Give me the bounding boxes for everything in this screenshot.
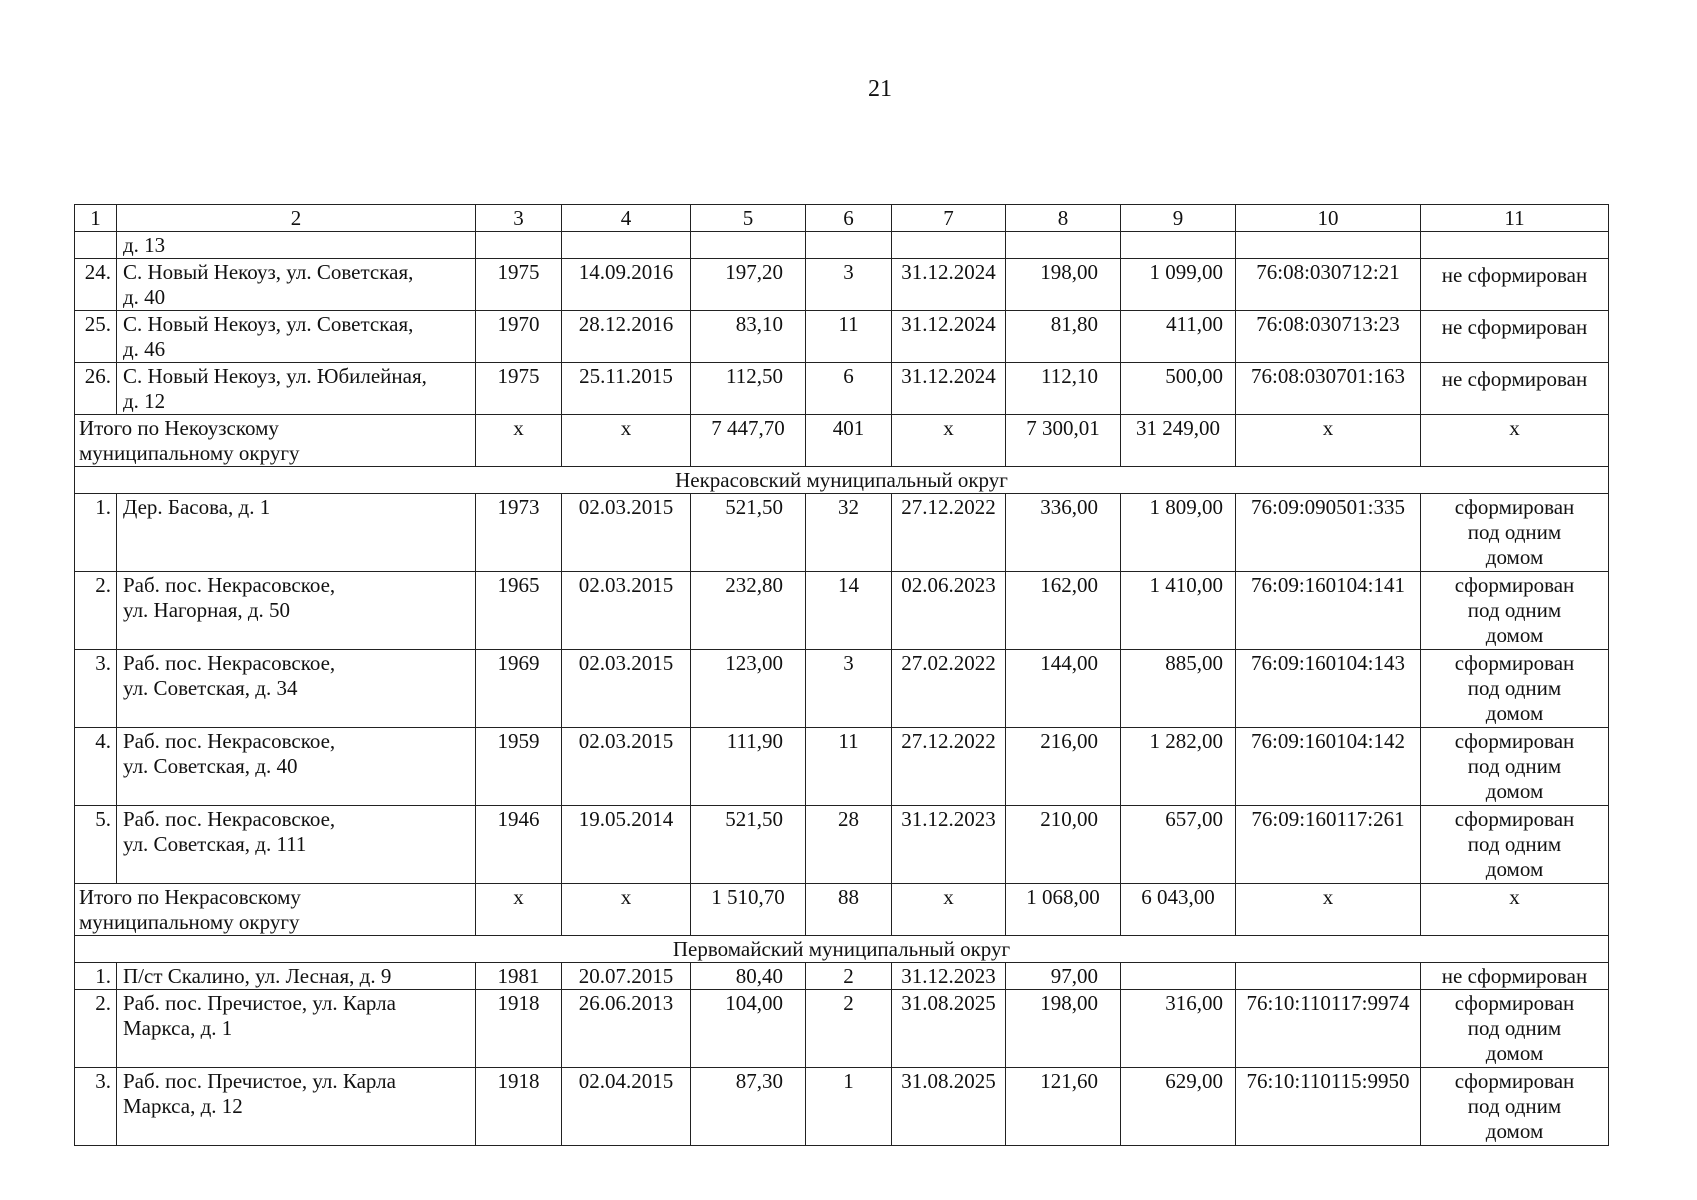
cell-cadastral: 76:10:110117:9974	[1236, 990, 1421, 1068]
cell-deadline: 27.02.2022	[892, 650, 1006, 728]
cell-status-line: под одним	[1467, 1094, 1562, 1118]
cell-area: 80,40	[691, 963, 806, 990]
cell-date: 02.03.2015	[562, 728, 691, 806]
cell-address-line: Дер. Басова, д. 1	[123, 495, 271, 519]
cell-num: 1.	[75, 963, 117, 990]
cell-people: 32	[806, 494, 892, 572]
cell-area: 104,00	[691, 990, 806, 1068]
table-row	[75, 311, 1609, 363]
total-label-line: Итого по Некрасовскому	[79, 885, 301, 909]
table-row	[75, 806, 1609, 884]
cell-address	[117, 1068, 476, 1146]
table-row	[75, 963, 1609, 990]
cell-status-line: сформирован	[1454, 495, 1575, 519]
cell-date: 28.12.2016	[562, 311, 691, 363]
header-cell: 5	[691, 205, 806, 232]
header-cell: 4	[562, 205, 691, 232]
cell-deadline: х	[892, 415, 1006, 467]
cell-num: 2.	[75, 990, 117, 1068]
cell-year: 1918	[476, 1068, 562, 1146]
cell-year: 1975	[476, 259, 562, 311]
cell-status	[1421, 650, 1609, 728]
cell-address-line: д. 12	[123, 389, 166, 413]
cell-cadastral: 76:08:030701:163	[1236, 363, 1421, 415]
header-cell: 9	[1121, 205, 1236, 232]
cell-num: 1.	[75, 494, 117, 572]
cell-status	[1421, 990, 1609, 1068]
cell-cadastral: 76:08:030712:21	[1236, 259, 1421, 311]
cell-status-line: сформирован	[1454, 807, 1575, 831]
cell-num: 3.	[75, 650, 117, 728]
cell-address-line: ул. Советская, д. 40	[123, 754, 298, 778]
cell-date: 02.03.2015	[562, 650, 691, 728]
cell-num: 2.	[75, 572, 117, 650]
cell-address: д. 13	[117, 232, 476, 259]
cell-date: 02.04.2015	[562, 1068, 691, 1146]
cell-area2: 112,10	[1006, 363, 1121, 415]
cell-date: 14.09.2016	[562, 259, 691, 311]
cell-area: 111,90	[691, 728, 806, 806]
cell-address	[117, 311, 476, 363]
cell-status-line: сформирован	[1454, 1069, 1575, 1093]
header-cell: 8	[1006, 205, 1121, 232]
table-row	[75, 572, 1609, 650]
cell-land: 1 282,00	[1121, 728, 1236, 806]
section-title: Некрасовский муниципальный округ	[75, 467, 1609, 494]
continuation-row	[75, 232, 1609, 259]
cell-area: 232,80	[691, 572, 806, 650]
total-label-line: муниципальному округу	[79, 910, 300, 934]
cell-status-line: домом	[1485, 1041, 1544, 1065]
cell-deadline: 31.12.2024	[892, 363, 1006, 415]
cell-people: 88	[806, 884, 892, 936]
header-cell: 1	[75, 205, 117, 232]
cell-people: 11	[806, 728, 892, 806]
cell-area2: 162,00	[1006, 572, 1121, 650]
cell-year: 1918	[476, 990, 562, 1068]
cell-date: 02.03.2015	[562, 494, 691, 572]
table-row	[75, 650, 1609, 728]
cell-area2: 198,00	[1006, 259, 1121, 311]
cell-status-line: домом	[1485, 623, 1544, 647]
cell-area: 1 510,70	[691, 884, 806, 936]
cell-land: 31 249,00	[1121, 415, 1236, 467]
cell-land	[1121, 963, 1236, 990]
cell-area2: 198,00	[1006, 990, 1121, 1068]
cell-address	[117, 728, 476, 806]
cell-address	[117, 990, 476, 1068]
cell-cadastral: 76:09:090501:335	[1236, 494, 1421, 572]
cell-status-line: под одним	[1467, 520, 1562, 544]
cell-people: 2	[806, 963, 892, 990]
cell-status-line: домом	[1485, 779, 1544, 803]
cell-status: не сформирован	[1421, 259, 1609, 311]
section-title: Первомайский муниципальный округ	[75, 936, 1609, 963]
cell-year: 1981	[476, 963, 562, 990]
cell-area2: 1 068,00	[1006, 884, 1121, 936]
cell-cadastral	[1236, 963, 1421, 990]
cell-status-line: домом	[1485, 701, 1544, 725]
cell-land: 411,00	[1121, 311, 1236, 363]
cell-address-line: ул. Нагорная, д. 50	[123, 598, 291, 622]
cell-address-line: Маркса, д. 1	[123, 1016, 233, 1040]
cell-address	[117, 259, 476, 311]
header-cell: 10	[1236, 205, 1421, 232]
cell-address-line: д. 40	[123, 285, 166, 309]
cell-address-line: Раб. пос. Некрасовское,	[123, 651, 336, 675]
cell-address-line: Маркса, д. 12	[123, 1094, 243, 1118]
cell-address-line: ул. Советская, д. 111	[123, 832, 307, 856]
cell-area2: 81,80	[1006, 311, 1121, 363]
section-row	[75, 936, 1609, 963]
cell-address-line: д. 46	[123, 337, 166, 361]
cell-land: 657,00	[1121, 806, 1236, 884]
cell-area: 87,30	[691, 1068, 806, 1146]
cell-status	[1421, 494, 1609, 572]
cell-area: 521,50	[691, 806, 806, 884]
cell-area2: 7 300,01	[1006, 415, 1121, 467]
cell-date: 02.03.2015	[562, 572, 691, 650]
cell-status	[1421, 806, 1609, 884]
cell-people: 401	[806, 415, 892, 467]
cell-cadastral: 76:09:160104:142	[1236, 728, 1421, 806]
cell-address-line: Раб. пос. Некрасовское,	[123, 729, 336, 753]
cell-status-line: под одним	[1467, 598, 1562, 622]
cell-people: 11	[806, 311, 892, 363]
cell-num: 5.	[75, 806, 117, 884]
cell-area2: 216,00	[1006, 728, 1121, 806]
cell-area2: 336,00	[1006, 494, 1121, 572]
cell-status: не сформирован	[1421, 963, 1609, 990]
cell-people: 3	[806, 650, 892, 728]
total-row	[75, 415, 1609, 467]
header-cell: 6	[806, 205, 892, 232]
cell-cadastral: х	[1236, 415, 1421, 467]
cell-address-line: Раб. пос. Пречистое, ул. Карла	[123, 1069, 396, 1093]
cell-land: 1 410,00	[1121, 572, 1236, 650]
cell-deadline: 31.12.2023	[892, 963, 1006, 990]
cell-year: х	[476, 415, 562, 467]
cell-status-line: под одним	[1467, 754, 1562, 778]
cell-status-line: сформирован	[1454, 651, 1575, 675]
cell-num: 24.	[75, 259, 117, 311]
cell-cadastral: 76:09:160104:143	[1236, 650, 1421, 728]
cell-land: 1 809,00	[1121, 494, 1236, 572]
table-row	[75, 1068, 1609, 1146]
cell-land: 1 099,00	[1121, 259, 1236, 311]
cell-cadastral: 76:09:160117:261	[1236, 806, 1421, 884]
cell-year: 1969	[476, 650, 562, 728]
table-row	[75, 494, 1609, 572]
section-row	[75, 467, 1609, 494]
cell-area: 7 447,70	[691, 415, 806, 467]
cell-date: 26.06.2013	[562, 990, 691, 1068]
cell-address	[117, 494, 476, 572]
page-number: 21	[868, 76, 892, 102]
cell-status-line: сформирован	[1454, 573, 1575, 597]
cell-status-line: сформирован	[1454, 991, 1575, 1015]
header-cell: 11	[1421, 205, 1609, 232]
cell-status: не сформирован	[1421, 363, 1609, 415]
cell-address: П/ст Скалино, ул. Лесная, д. 9	[117, 963, 476, 990]
table-row	[75, 728, 1609, 806]
cell-status-line: сформирован	[1454, 729, 1575, 753]
cell-address-line: С. Новый Некоуз, ул. Юбилейная,	[123, 364, 427, 388]
cell-num: 4.	[75, 728, 117, 806]
cell-status: х	[1421, 884, 1609, 936]
cell-year: 1970	[476, 311, 562, 363]
cell-people: 1	[806, 1068, 892, 1146]
cell-deadline: 31.08.2025	[892, 1068, 1006, 1146]
cell-address	[117, 572, 476, 650]
cell-deadline: 31.12.2023	[892, 806, 1006, 884]
cell-status-line: под одним	[1467, 676, 1562, 700]
cell-cadastral: х	[1236, 884, 1421, 936]
cell-date: х	[562, 415, 691, 467]
cell-address	[117, 363, 476, 415]
cell-address-line: Раб. пос. Некрасовское,	[123, 573, 336, 597]
cell-date: 19.05.2014	[562, 806, 691, 884]
cell-num: 3.	[75, 1068, 117, 1146]
cell-status-line: домом	[1485, 857, 1544, 881]
cell-num: 26.	[75, 363, 117, 415]
cell-deadline: 27.12.2022	[892, 494, 1006, 572]
cell-status: не сформирован	[1421, 311, 1609, 363]
cell-land: 6 043,00	[1121, 884, 1236, 936]
cell-status: х	[1421, 415, 1609, 467]
cell-address-line: Раб. пос. Пречистое, ул. Карла	[123, 991, 396, 1015]
header-row	[75, 205, 1609, 232]
cell-deadline: 27.12.2022	[892, 728, 1006, 806]
cell-status-line: домом	[1485, 545, 1544, 569]
header-cell: 2	[117, 205, 476, 232]
cell-land: 885,00	[1121, 650, 1236, 728]
cell-area2: 210,00	[1006, 806, 1121, 884]
cell-status	[1421, 572, 1609, 650]
cell-people: 6	[806, 363, 892, 415]
cell-people: 2	[806, 990, 892, 1068]
cell-deadline: 31.08.2025	[892, 990, 1006, 1068]
total-label	[75, 884, 476, 936]
cell-year: 1965	[476, 572, 562, 650]
housing-table	[74, 204, 1609, 1146]
cell-address-line: С. Новый Некоуз, ул. Советская,	[123, 312, 414, 336]
cell-status	[1421, 728, 1609, 806]
cell-land: 629,00	[1121, 1068, 1236, 1146]
table-row	[75, 259, 1609, 311]
cell-status-line: домом	[1485, 1119, 1544, 1143]
cell-status-line: под одним	[1467, 1016, 1562, 1040]
cell-num: 25.	[75, 311, 117, 363]
cell-deadline: 31.12.2024	[892, 259, 1006, 311]
total-label-line: Итого по Некоузскому	[79, 416, 279, 440]
cell-cadastral: 76:08:030713:23	[1236, 311, 1421, 363]
cell-area: 197,20	[691, 259, 806, 311]
header-cell: 3	[476, 205, 562, 232]
cell-people: 3	[806, 259, 892, 311]
cell-year: 1946	[476, 806, 562, 884]
total-row	[75, 884, 1609, 936]
cell-date: 20.07.2015	[562, 963, 691, 990]
cell-date: 25.11.2015	[562, 363, 691, 415]
cell-deadline: 02.06.2023	[892, 572, 1006, 650]
total-label	[75, 415, 476, 467]
total-label-line: муниципальному округу	[79, 441, 300, 465]
cell-area: 123,00	[691, 650, 806, 728]
cell-area2: 97,00	[1006, 963, 1121, 990]
cell-deadline: х	[892, 884, 1006, 936]
cell-people: 28	[806, 806, 892, 884]
cell-area: 83,10	[691, 311, 806, 363]
cell-deadline: 31.12.2024	[892, 311, 1006, 363]
cell-address-line: ул. Советская, д. 34	[123, 676, 298, 700]
cell-cadastral: 76:10:110115:9950	[1236, 1068, 1421, 1146]
cell-people: 14	[806, 572, 892, 650]
table-row	[75, 990, 1609, 1068]
header-cell: 7	[892, 205, 1006, 232]
cell-year: 1975	[476, 363, 562, 415]
cell-address-line: С. Новый Некоуз, ул. Советская,	[123, 260, 414, 284]
cell-year: 1959	[476, 728, 562, 806]
cell-land: 316,00	[1121, 990, 1236, 1068]
cell-address	[117, 650, 476, 728]
cell-date: х	[562, 884, 691, 936]
cell-status	[1421, 1068, 1609, 1146]
cell-year: х	[476, 884, 562, 936]
cell-address	[117, 806, 476, 884]
cell-cadastral: 76:09:160104:141	[1236, 572, 1421, 650]
cell-year: 1973	[476, 494, 562, 572]
cell-area: 112,50	[691, 363, 806, 415]
cell-land: 500,00	[1121, 363, 1236, 415]
cell-area2: 144,00	[1006, 650, 1121, 728]
table-row	[75, 363, 1609, 415]
cell-status-line: под одним	[1467, 832, 1562, 856]
cell-area2: 121,60	[1006, 1068, 1121, 1146]
cell-address-line: Раб. пос. Некрасовское,	[123, 807, 336, 831]
cell-num	[75, 232, 117, 259]
cell-area: 521,50	[691, 494, 806, 572]
